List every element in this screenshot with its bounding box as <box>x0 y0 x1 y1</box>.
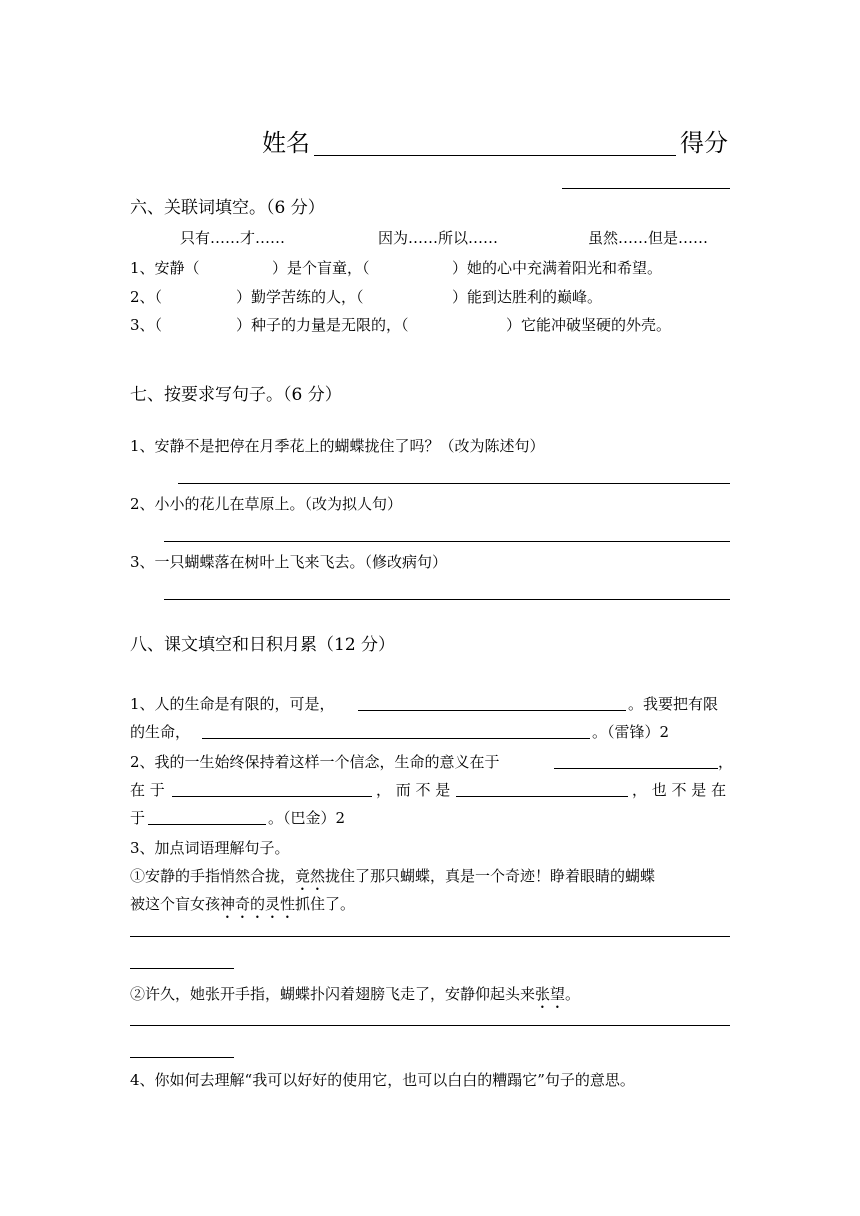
sentence-text: 被这个盲女孩 <box>130 895 221 913</box>
s8-q2-text-e: ， 也 不 是 在 <box>632 781 727 799</box>
s8-q1-text-c: 的生命， <box>130 723 191 741</box>
score-label: 得分 <box>680 129 728 157</box>
s8-answer-line-2a[interactable] <box>130 1025 730 1026</box>
s8-q1-text-d: 。（雷锋）2 <box>592 723 670 741</box>
s7-question-3: 3、一只蝴蝶落在树叶上飞来飞去。（修改病句） <box>130 553 448 571</box>
sentence-text: ②许久，她张开手指，蝴蝶扑闪着翅膀飞走了，安静仰起头来 <box>130 985 536 1003</box>
s7-answer-line-1[interactable] <box>178 483 730 484</box>
s8-q1-blank-1[interactable] <box>358 710 626 711</box>
s8-sentence-2 <box>130 984 580 1012</box>
dotted-word: 神奇的灵性 <box>220 895 296 913</box>
sentence-text: 拢住了那只蝴蝶，真是一个奇迹！睁着眼睛的蝴蝶 <box>325 867 656 885</box>
s6-q2-part1: 2、（ <box>130 288 163 306</box>
s8-question-4: 4、你如何去理解“我可以好好的使用它，也可以白白的糟蹋它”句子的意思。 <box>130 1071 635 1089</box>
s7-answer-line-2[interactable] <box>164 541 730 542</box>
s8-q2-text-d: ， 而 不 是 <box>376 781 451 799</box>
sentence-text: 抓住了。 <box>295 895 356 913</box>
dotted-word: 竟然 <box>295 867 326 885</box>
s8-q1-text-b: 。我要把有限 <box>628 695 719 713</box>
s8-sentence-1-line-1 <box>130 866 655 894</box>
name-label: 姓名 <box>262 129 310 157</box>
s8-question-3: 3、加点词语理解句子。 <box>130 839 290 857</box>
s8-q2-text-f: 于 <box>130 809 146 827</box>
s8-answer-line-1a[interactable] <box>130 936 730 937</box>
s6-q3-part1: 3、（ <box>130 316 163 334</box>
s8-q2-blank-3[interactable] <box>456 796 628 797</box>
conjunction-option: 只有……才…… <box>180 229 286 247</box>
dotted-word: 张望 <box>535 985 566 1003</box>
s6-q3-part2: ）种子的力量是无限的，（ <box>236 316 409 334</box>
s8-q2-blank-2[interactable] <box>172 796 372 797</box>
s6-q2-part3: ）能到达胜利的巅峰。 <box>452 288 603 306</box>
s6-q1-part1: 1、安静（ <box>130 259 200 277</box>
name-field[interactable] <box>314 155 676 156</box>
s7-answer-line-3[interactable] <box>164 599 730 600</box>
s8-answer-line-1b[interactable] <box>130 968 234 969</box>
score-field[interactable] <box>562 188 730 189</box>
s8-q2-blank-4[interactable] <box>148 824 266 825</box>
s8-q2-text-g: 。（巴金）2 <box>268 809 346 827</box>
sentence-text: 。 <box>565 985 581 1003</box>
section-8-title: 八、课文填空和日积月累（12 分） <box>130 635 396 655</box>
sentence-text: ①安静的手指悄然合拢， <box>130 867 296 885</box>
s8-q2-text-a: 2、我的一生始终保持着这样一个信念，生命的意义在于 <box>130 753 500 771</box>
conjunction-option: 因为……所以…… <box>378 229 499 247</box>
s8-q1-text-a: 1、人的生命是有限的，可是， <box>130 695 335 713</box>
s8-q2-text-c: 在 于 <box>130 781 165 799</box>
section-6-title: 六、关联词填空。（6 分） <box>130 198 325 218</box>
s6-q1-part2: ）是个盲童，（ <box>272 259 370 277</box>
s6-q2-part2: ）勤学苦练的人，（ <box>236 288 364 306</box>
s8-q1-blank-2[interactable] <box>202 738 590 739</box>
s8-q2-blank-1[interactable] <box>554 768 718 769</box>
s7-question-2: 2、小小的花儿在草原上。（改为拟人句） <box>130 495 403 513</box>
s7-question-1: 1、安静不是把停在月季花上的蝴蝶拢住了吗？（改为陈述句） <box>130 437 545 455</box>
s6-q3-part3: ）它能冲破坚硬的外壳。 <box>506 316 672 334</box>
conjunction-option: 虽然……但是…… <box>588 229 709 247</box>
s8-answer-line-2b[interactable] <box>130 1057 234 1058</box>
s8-q2-text-b: ， <box>718 753 734 771</box>
section-7-title: 七、按要求写句子。（6 分） <box>130 385 342 405</box>
s8-sentence-1-line-2 <box>130 894 355 922</box>
s6-q1-part3: ）她的心中充满着阳光和希望。 <box>452 259 663 277</box>
